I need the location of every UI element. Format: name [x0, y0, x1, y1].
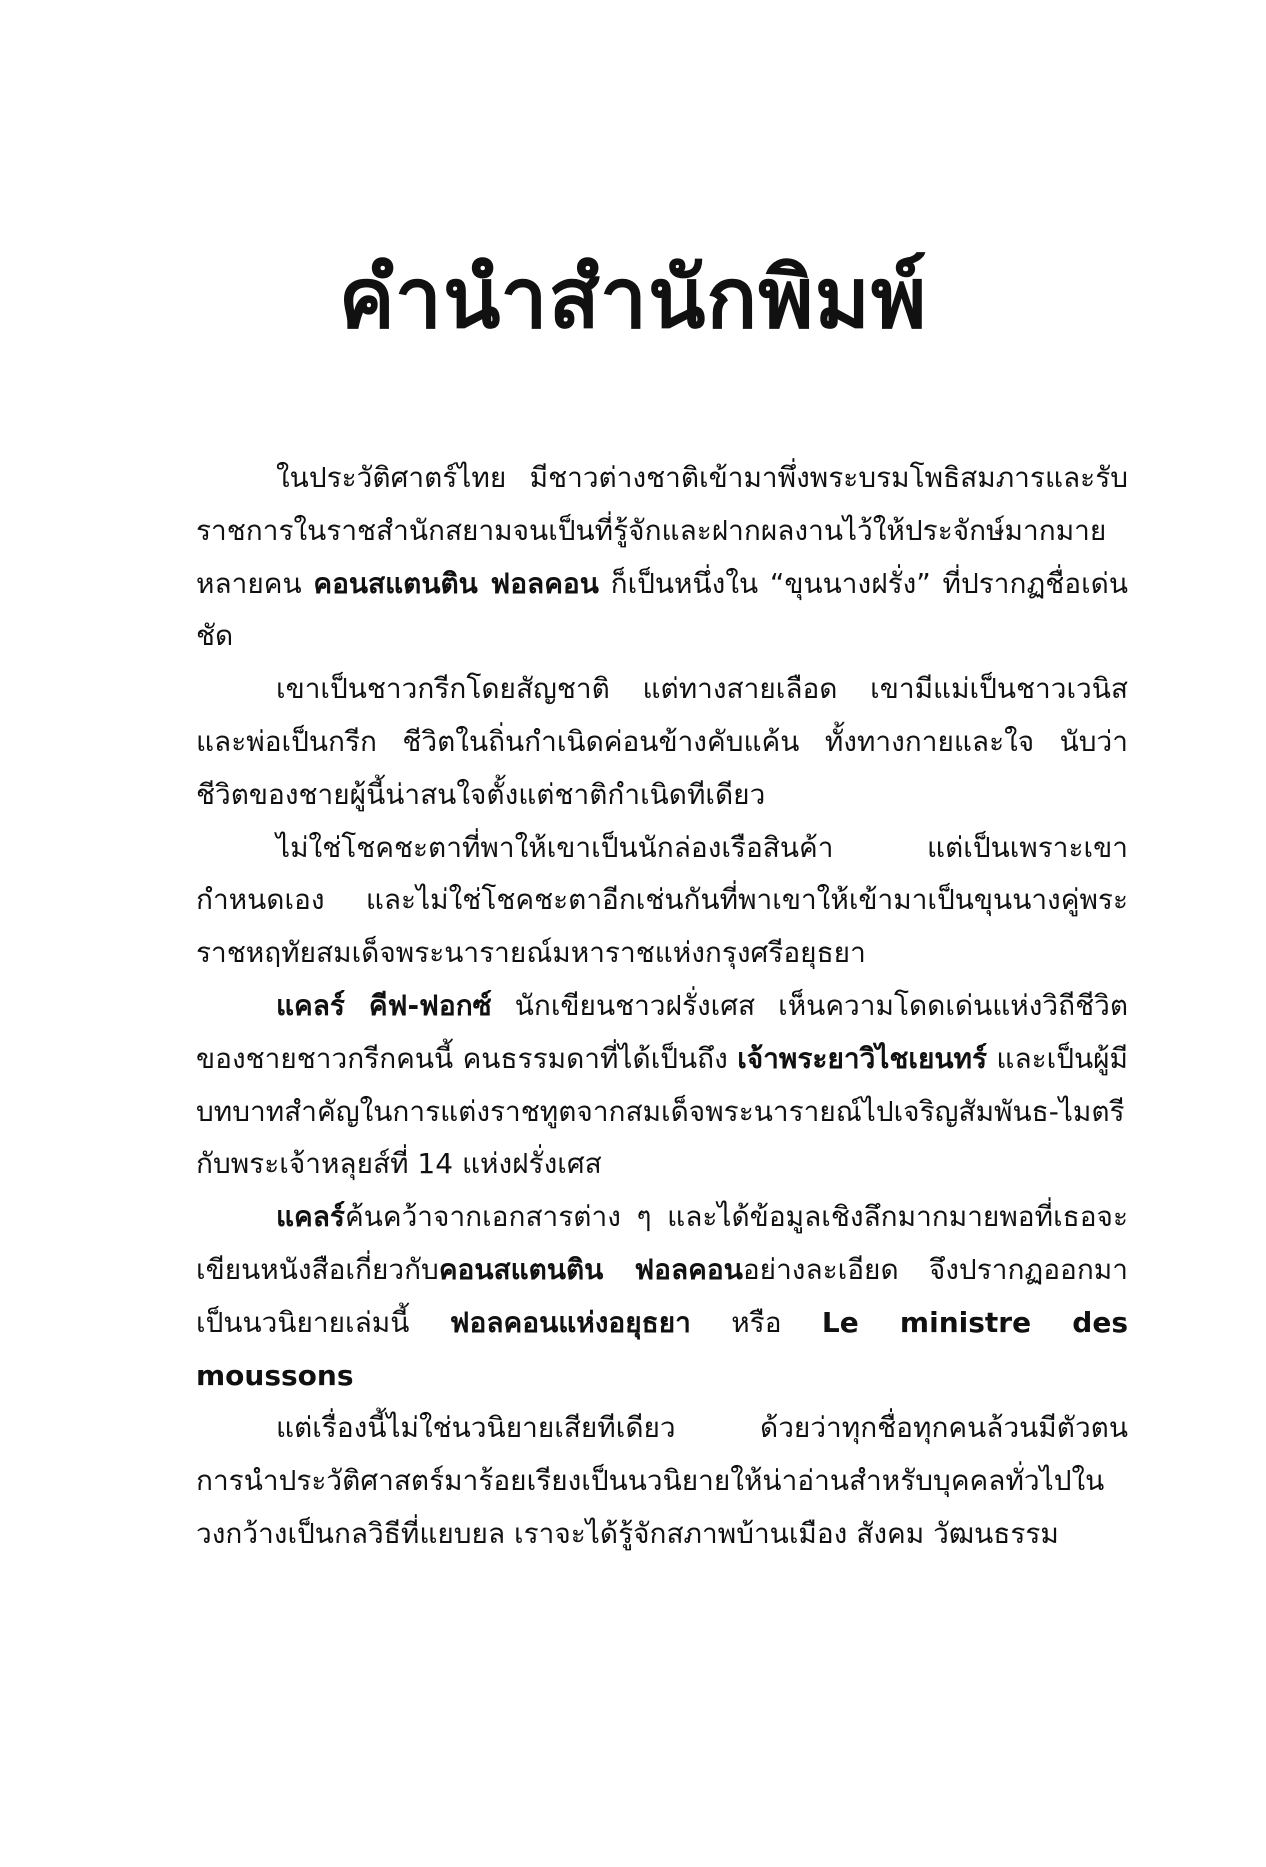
paragraph-1	[196, 452, 1128, 663]
paragraph-6	[196, 1402, 1128, 1560]
paragraph-text: ก็เป็นหนึ่งใน “ขุนนางฝรั่ง” ที่ปรากฏชื่อเด่นชัด	[196, 566, 1128, 653]
bold-name-claire: แคลร์	[276, 1200, 345, 1234]
paragraph-3	[196, 822, 1128, 980]
bold-book-title-french: Le ministre des moussons	[196, 1305, 1128, 1392]
paragraph-4	[196, 980, 1128, 1191]
bold-book-title-thai: ฟอลคอนแห่งอยุธยา	[449, 1305, 691, 1339]
bold-name-author: แคลร์ คีฟ-ฟอกซ์	[276, 988, 492, 1022]
paragraph-text: ค้นคว้าจากเอกสารต่าง ๆ และได้ข้อมูลเชิงลึกมากมายพอที่เธอจะเขียนหนังสือเกี่ยวกับ	[196, 1200, 1128, 1286]
paragraph-text: เขาเป็นชาวกรีกโดยสัญชาติ แต่ทางสายเลือด เขามีแม่เป็นชาวเวนิสและพ่อเป็นกรีก ชีวิตในถิ่นกำเนิดค่อนข้างคับแค้น ทั้งทางกายและใจ นับว่าชีวิตของชายผู้นี้น่าสนใจตั้งแต่ชาติกำเนิดทีเดียว	[196, 672, 1128, 811]
paragraph-text: อย่างละเอียด จึงปรากฏออกมาเป็นนวนิยายเล่มนี้	[196, 1252, 1128, 1339]
paragraph-text: หรือ	[690, 1305, 822, 1339]
paragraph-text: และเป็นผู้มีบทบาทสำคัญในการแต่งราชทูตจากสมเด็จพระนารายณ์ไปเจริญสัมพันธ-ไมตรีกับพระเจ้าหลุยส์ที่ 14 แห่งฝรั่งเศส	[196, 1041, 1128, 1181]
bold-title-chaophraya: เจ้าพระยาวิไชเยนทร์	[737, 1041, 987, 1075]
bold-name-falcon: คอนสแตนติน ฟอลคอน	[313, 566, 599, 600]
paragraph-text: ในประวัติศาตร์ไทย มีชาวต่างชาติเข้ามาพึ่งพระบรมโพธิสมภารและรับราชการในราชสำนักสยามจนเป็นที่รู้จักและฝากผลงานไว้ให้ประจักษ์มากมายหลายคน	[196, 461, 1128, 600]
paragraph-text: ไม่ใช่โชคชะตาที่พาให้เขาเป็นนักล่องเรือสินค้า แต่เป็นเพราะเขากำหนดเอง และไม่ใช่โชคชะตาอีกเช่นกันที่พาเขาให้เข้ามาเป็นขุนนางคู่พระราชหฤทัยสมเด็จพระนารายณ์มหาราชแห่งกรุงศรีอยุธยา	[196, 830, 1128, 970]
paragraph-2	[196, 663, 1128, 821]
page-title: คำนำสำนักพิมพ์	[338, 249, 928, 347]
bold-name-falcon: คอนสแตนติน ฟอลคอน	[438, 1252, 743, 1286]
paragraph-5	[196, 1191, 1128, 1402]
preface-body	[196, 452, 1128, 1561]
paragraph-text: แต่เรื่องนี้ไม่ใช่นวนิยายเสียทีเดียว ด้วยว่าทุกชื่อทุกคนล้วนมีตัวตน การนำประวัติศาสตร์มาร้อยเรียงเป็นนวนิยายให้น่าอ่านสำหรับบุคคลทั่วไปในวงกว้างเป็นกลวิธีที่แยบยล เราจะได้รู้จักสภาพบ้านเมือง สังคม วัฒนธรรม	[196, 1411, 1128, 1550]
paragraph-text: นักเขียนชาวฝรั่งเศส เห็นความโดดเด่นแห่งวิถีชีวิตของชายชาวกรีกคนนี้ คนธรรมดาที่ได้เป็นถึง	[196, 988, 1129, 1075]
